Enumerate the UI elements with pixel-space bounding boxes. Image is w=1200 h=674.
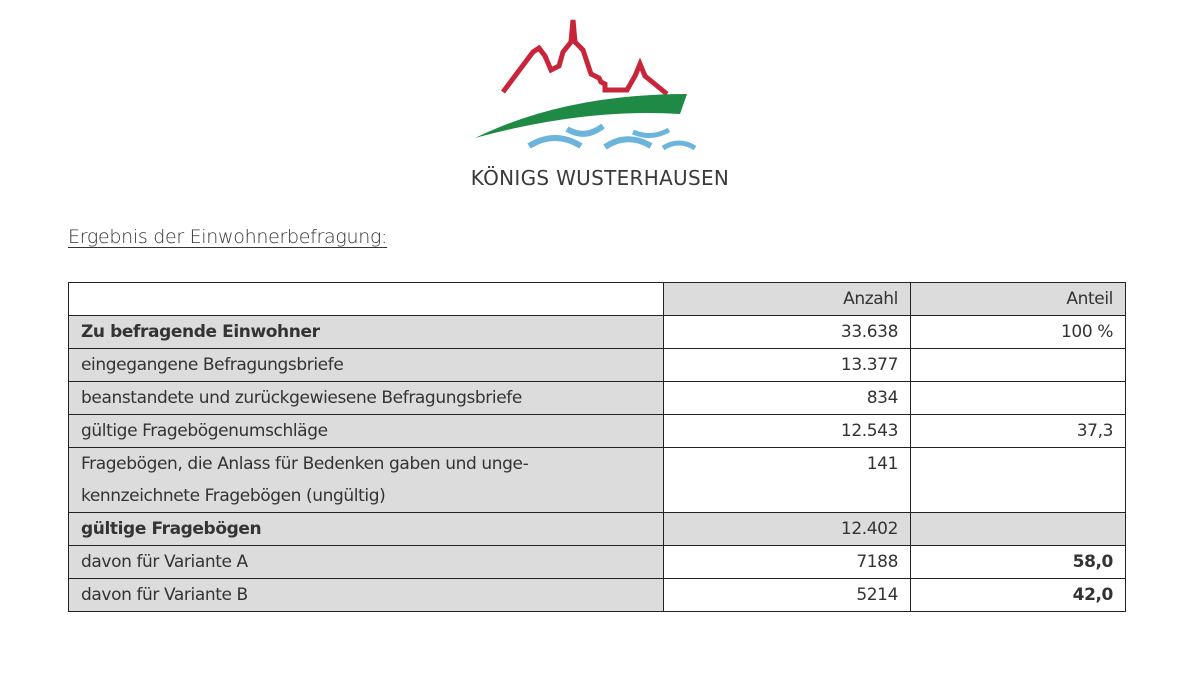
row-label: Zu befragende Einwohner (69, 316, 664, 349)
row-share (911, 513, 1126, 546)
row-count: 141 (664, 448, 911, 513)
results-table (68, 282, 1126, 612)
row-count: 7188 (664, 546, 911, 579)
row-share (911, 382, 1126, 415)
row-label (69, 448, 664, 513)
header-label-cell (69, 283, 664, 316)
table-row (69, 448, 1126, 513)
row-label: gültige Fragebögenumschläge (69, 415, 664, 448)
row-share: 42,0 (911, 579, 1126, 612)
row-share: 37,3 (911, 415, 1126, 448)
table-row (69, 546, 1126, 579)
row-count: 5214 (664, 579, 911, 612)
header-share-cell: Anteil (911, 283, 1126, 316)
row-label-line-1: Fragebögen, die Anlass für Bedenken gaben und unge- (81, 454, 529, 474)
row-share: 58,0 (911, 546, 1126, 579)
row-label: gültige Fragebögen (69, 513, 664, 546)
page-heading: Ergebnis der Einwohnerbefragung: (68, 226, 388, 248)
row-count: 12.543 (664, 415, 911, 448)
row-label-line-2: kennzeichnete Fragebögen (ungültig) (81, 486, 386, 506)
row-share (911, 349, 1126, 382)
logo-wordmark: KÖNIGS WUSTERHAUSEN (470, 166, 730, 190)
row-count: 33.638 (664, 316, 911, 349)
table-row (69, 415, 1126, 448)
row-count: 834 (664, 382, 911, 415)
table-row (69, 382, 1126, 415)
row-label: davon für Variante B (69, 579, 664, 612)
castle-meadow-water-icon (455, 14, 745, 164)
row-label: beanstandete und zurückgewiesene Befragungsbriefe (69, 382, 664, 415)
table-row (69, 316, 1126, 349)
table-header-row (69, 283, 1126, 316)
row-label: davon für Variante A (69, 546, 664, 579)
row-count: 12.402 (664, 513, 911, 546)
row-share: 100 % (911, 316, 1126, 349)
table-row (69, 349, 1126, 382)
koenigs-wusterhausen-logo (455, 14, 745, 194)
header-count-cell: Anzahl (664, 283, 911, 316)
row-share (911, 448, 1126, 513)
table-row (69, 513, 1126, 546)
table-row (69, 579, 1126, 612)
row-label: eingegangene Befragungsbriefe (69, 349, 664, 382)
row-count: 13.377 (664, 349, 911, 382)
